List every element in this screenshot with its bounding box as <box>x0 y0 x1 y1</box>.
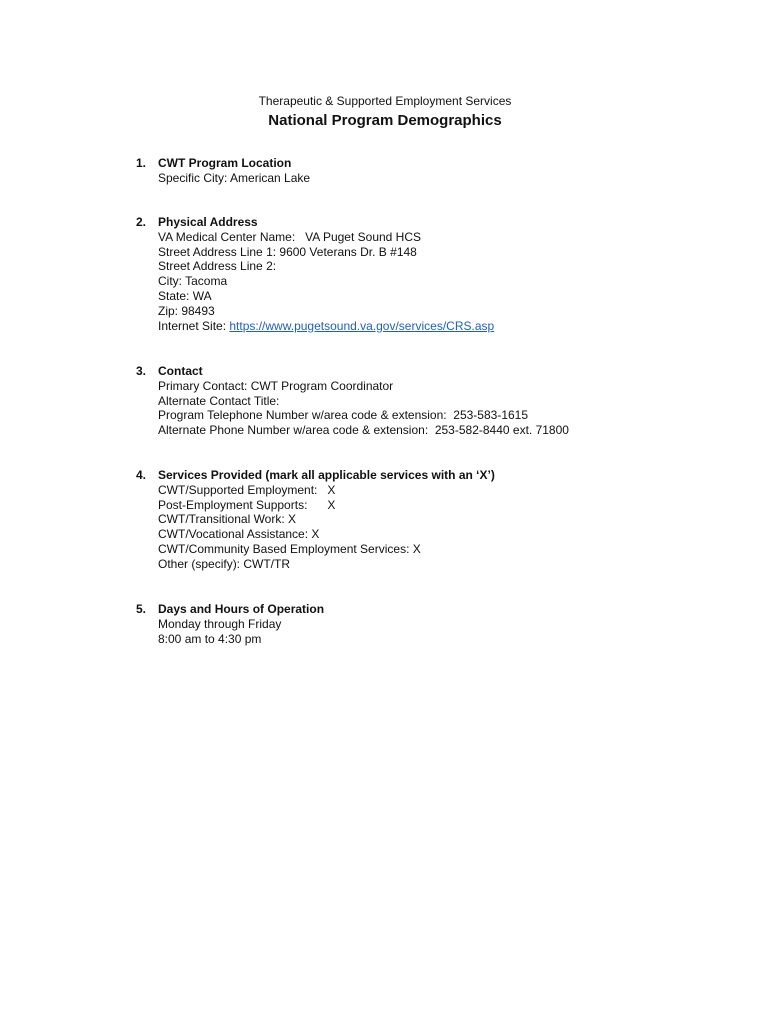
section-number: 2. <box>136 215 147 229</box>
state-line: State: WA <box>158 288 212 303</box>
program-phone-line: Program Telephone Number w/area code & extension: 253-583-1615 <box>158 408 529 423</box>
alternate-phone-line: Alternate Phone Number w/area code & extension: 253-582-8440 ext. 71800 <box>158 423 569 438</box>
section-heading: Physical Address <box>158 215 258 229</box>
section-heading: CWT Program Location <box>158 156 292 170</box>
section-services-provided <box>136 468 736 572</box>
service-line: CWT/Transitional Work: X <box>158 512 297 527</box>
alternate-contact-line: Alternate Contact Title: <box>158 393 280 408</box>
section-heading: Days and Hours of Operation <box>158 602 325 616</box>
service-line: CWT/Community Based Employment Services: X <box>158 541 421 556</box>
section-heading: Services Provided (mark all applicable services with an ‘X’) <box>158 468 495 482</box>
service-line: CWT/Supported Employment: X <box>158 482 336 497</box>
service-line: Post-Employment Supports: X <box>158 497 336 512</box>
internet-site-label: Internet Site: <box>158 318 230 333</box>
section-physical-address <box>136 215 736 333</box>
internet-site-line <box>158 319 736 334</box>
section-hours-of-operation <box>136 602 736 646</box>
document-header <box>0 94 770 130</box>
street-address-1-line: Street Address Line 1: 9600 Veterans Dr. B #148 <box>158 244 417 259</box>
section-contact <box>136 364 736 438</box>
section-number: 3. <box>136 364 147 378</box>
section-number: 5. <box>136 602 147 616</box>
city-line: City: Tacoma <box>158 274 228 289</box>
document-title: National Program Demographics <box>268 112 502 129</box>
section-number: 1. <box>136 156 147 170</box>
service-line: Other (specify): CWT/TR <box>158 556 291 571</box>
section-number: 4. <box>136 468 147 482</box>
days-line: Monday through Friday <box>158 616 282 631</box>
medical-center-line: VA Medical Center Name: VA Puget Sound HCS <box>158 229 422 244</box>
internet-site-link[interactable]: https://www.pugetsound.va.gov/services/CRS.asp <box>229 318 495 333</box>
document-subtitle: Therapeutic & Supported Employment Services <box>258 94 512 108</box>
section-program-location <box>136 156 736 186</box>
hours-line: 8:00 am to 4:30 pm <box>158 631 262 646</box>
service-line: CWT/Vocational Assistance: X <box>158 527 320 542</box>
zip-line: Zip: 98493 <box>158 303 215 318</box>
section-heading: Contact <box>158 364 203 378</box>
specific-city-line: Specific City: American Lake <box>158 170 311 185</box>
street-address-2-line: Street Address Line 2: <box>158 259 277 274</box>
primary-contact-line: Primary Contact: CWT Program Coordinator <box>158 378 394 393</box>
